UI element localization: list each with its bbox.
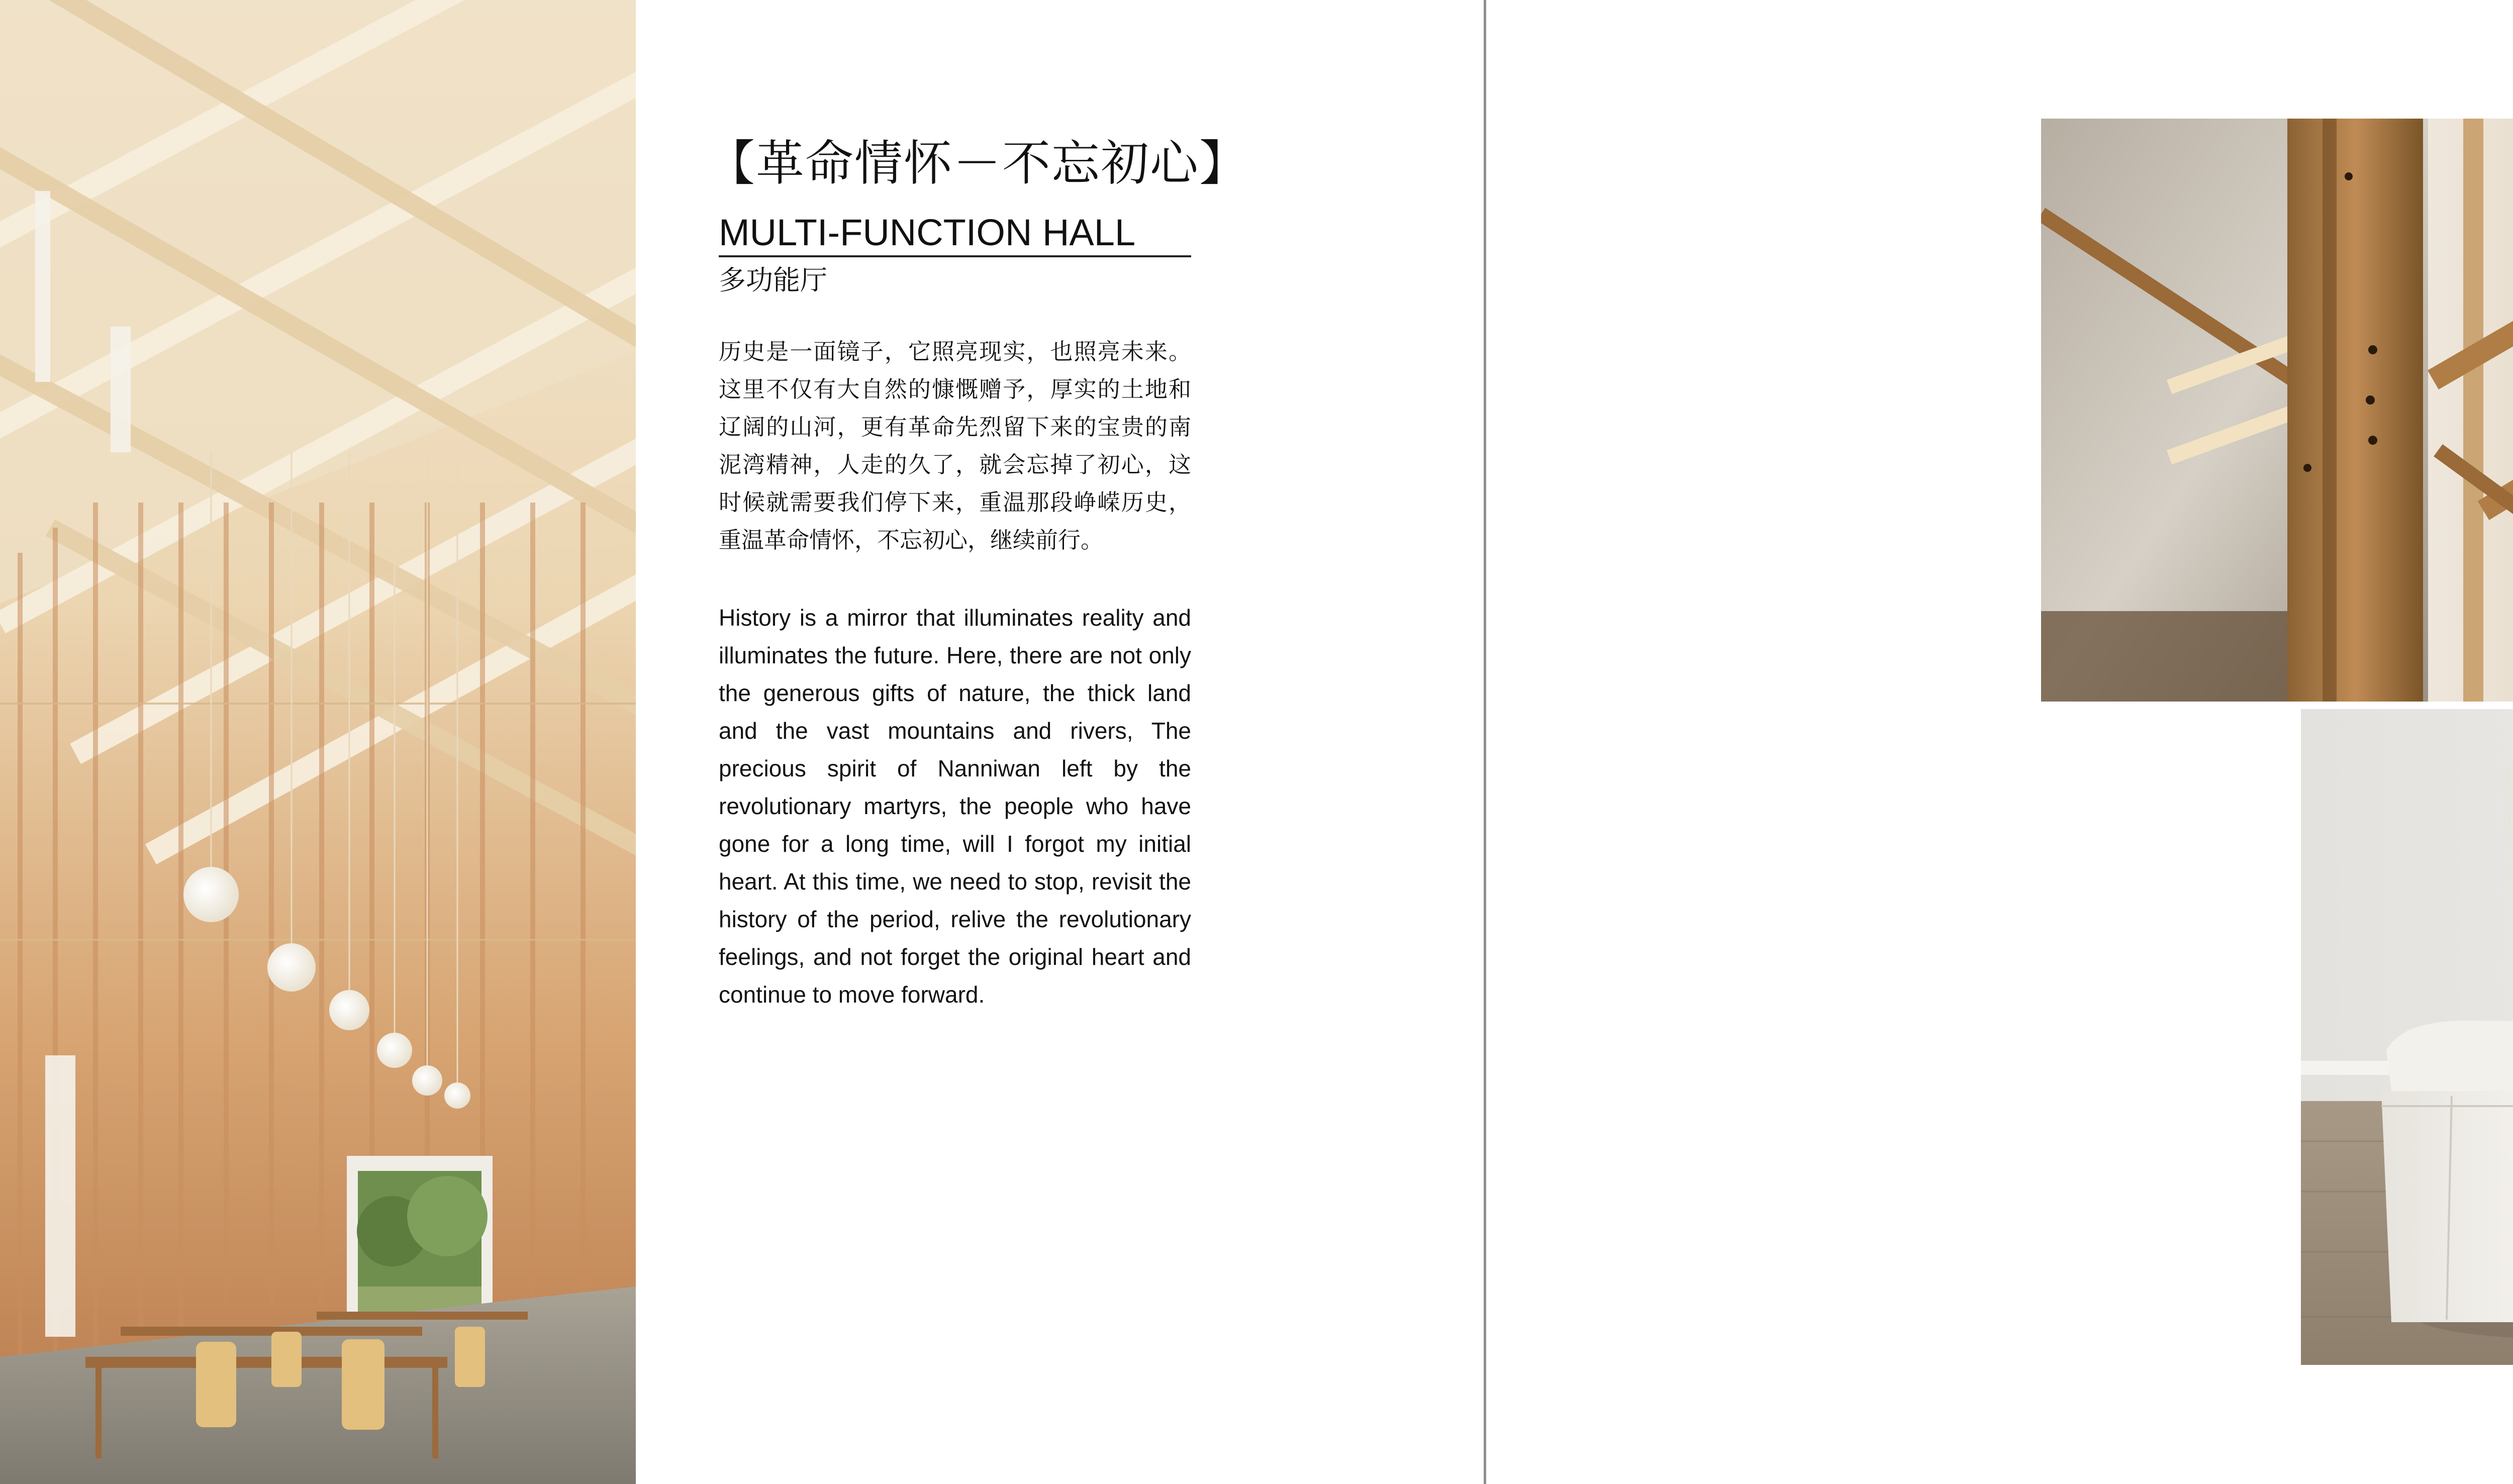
timber-detail-illustration (2041, 119, 2513, 702)
chair-photo (2301, 709, 2513, 1365)
timber-detail-photo (2041, 119, 2513, 702)
hall-interior-illustration (0, 0, 636, 1484)
body-paragraph-en: History is a mirror that illuminates reality and illuminates the future. Here, there are not only the generous gifts of nature, the thick land and the vast mountains and rivers, The precious spirit of Nanniwan left by the revolutionary martyrs, the people who have gone for a long time, will I forgot my initial heart. At this time, we need to stop, revisit the history of the period, relive the revolutionary feelings, and not forget the original heart and continue to move forward. (719, 605, 1191, 1008)
chair-illustration (2301, 709, 2513, 1365)
section-subtitle-cn: 多功能厅 (719, 264, 827, 296)
page-gutter-line (1484, 0, 1486, 1484)
body-paragraph-cn: 历史是一面镜子，它照亮现实，也照亮未来。这里不仅有大自然的慷慨赠予，厚实的土地和辽阔的山河，更有革命先烈留下来的宝贵的南泥湾精神，人走的久了，就会忘掉了初心，这时候就需要我们停下来，重温那段峥嵘历史，重温革命情怀，不忘初心，继续前行。 (719, 338, 1191, 553)
hall-interior-photo (0, 0, 636, 1484)
text-column (707, 126, 1248, 1037)
section-title-en: MULTI-FUNCTION HALL (719, 211, 1191, 257)
page-title: 【革命情怀－不忘初心】 (707, 135, 1248, 191)
